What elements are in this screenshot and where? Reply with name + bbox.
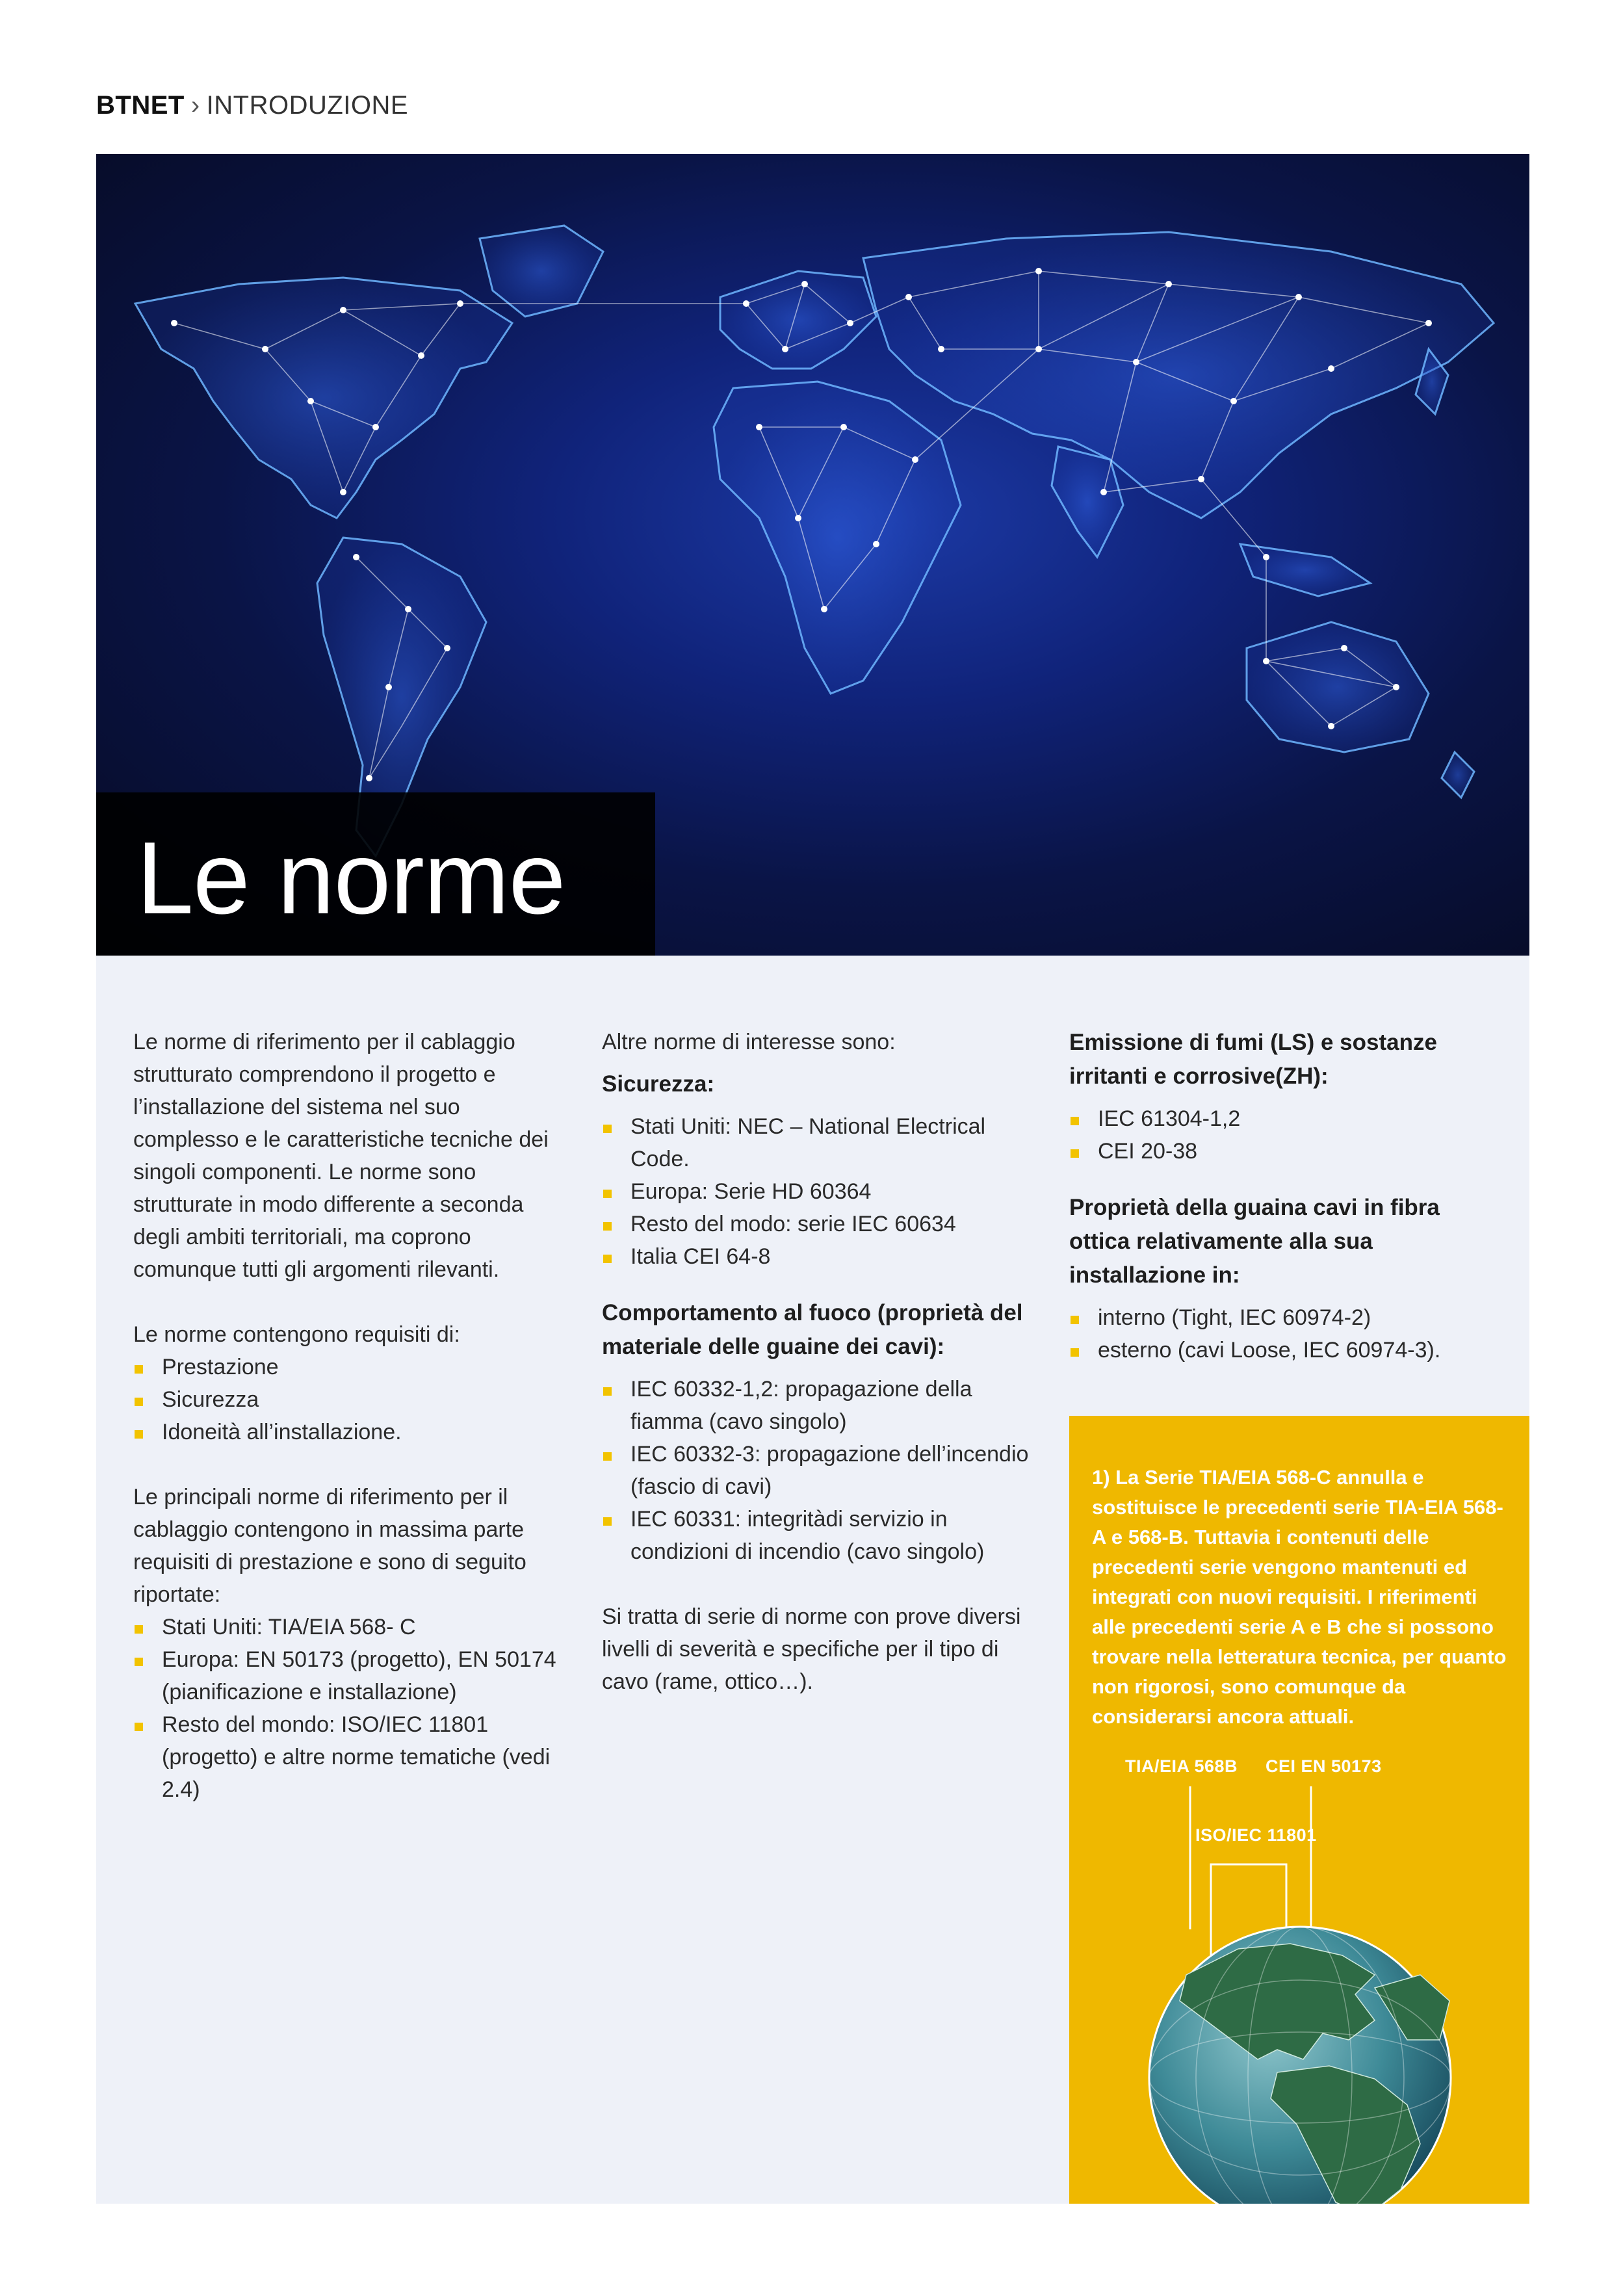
other-standards-lead: Altre norme di interesse sono: xyxy=(602,1030,896,1054)
list-item: Idoneità all’installazione. xyxy=(133,1416,562,1448)
list-item: Sicurezza xyxy=(133,1383,562,1416)
breadcrumb-brand[interactable]: BTNET xyxy=(96,91,185,120)
footnote-box xyxy=(1069,1416,1529,2204)
label-cei-en: CEI EN 50173 xyxy=(1266,1756,1382,1776)
intro-paragraph: Le norme di riferimento per il cablaggio strutturato comprendono il progetto e l’installazione del sistema nel suo complesso e le caratteristiche tecniche dei singoli componenti. Le norme sono strutturate in modo differente a seconda degli ambiti territoriali, ma coprono comunque tutti gli argomenti rilevanti. xyxy=(133,1030,549,1282)
list-item: Stati Uniti: TIA/EIA 568- C xyxy=(133,1611,562,1643)
principal-lead: Le principali norme di riferimento per il cablaggio contengono in massima parte requisiti di prestazione e sono di seguito riportate: xyxy=(133,1485,526,1607)
footnote-text: 1) La Serie TIA/EIA 568-C annulla e sostituisce le precedenti serie TIA-EIA 568-A e 568-B. Tuttavia i contenuti delle precedenti serie vengono mantenuti ed integrati con nuovi requisiti. I riferimenti alle precedenti serie A e B che si possono trovare nella letteratura tecnica, per quanto non rigorosi, sono comunque da considerarsi ancora attuali. xyxy=(1092,1466,1507,1728)
principal-standards-list xyxy=(133,1611,562,1806)
list-item: interno (Tight, IEC 60974-2) xyxy=(1069,1301,1498,1334)
fire-behaviour-heading: Comportamento al fuoco (proprietà del materiale delle guaine dei cavi): xyxy=(602,1300,1023,1359)
list-item: Italia CEI 64-8 xyxy=(602,1240,1031,1273)
breadcrumb xyxy=(96,91,408,120)
list-item: IEC 60331: integritàdi servizio in condizioni di incendio (cavo singolo) xyxy=(602,1503,1031,1568)
emission-list xyxy=(1069,1102,1498,1168)
label-tia-eia: TIA/EIA 568B xyxy=(1125,1756,1238,1776)
requirements-lead: Le norme contengono requisiti di: xyxy=(133,1322,460,1347)
breadcrumb-separator: › xyxy=(190,91,200,120)
list-item: CEI 20-38 xyxy=(1069,1135,1498,1168)
sheath-heading: Proprietà della guaina cavi in fibra ottica relativamente alla sua installazione in: xyxy=(1069,1195,1440,1288)
requirements-list xyxy=(133,1351,562,1448)
title-overlay xyxy=(96,792,655,956)
emission-heading: Emissione di fumi (LS) e sostanze irritanti e corrosive(ZH): xyxy=(1069,1030,1437,1089)
safety-list xyxy=(602,1110,1031,1273)
sheath-list xyxy=(1069,1301,1498,1366)
list-item: Resto del modo: serie IEC 60634 xyxy=(602,1208,1031,1240)
list-item: Europa: EN 50173 (progetto), EN 50174 (pianificazione e installazione) xyxy=(133,1643,562,1708)
list-item: Prestazione xyxy=(133,1351,562,1383)
breadcrumb-section[interactable]: INTRODUZIONE xyxy=(206,91,409,120)
label-iso-iec: ISO/IEC 11801 xyxy=(1195,1825,1317,1845)
column-2 xyxy=(602,1026,1031,1698)
continents xyxy=(135,226,1494,856)
fire-behaviour-list xyxy=(602,1373,1031,1568)
list-item: esterno (cavi Loose, IEC 60974-3). xyxy=(1069,1334,1498,1366)
list-item: IEC 60332-3: propagazione dell’incendio (fascio di cavi) xyxy=(602,1438,1031,1503)
page-title: Le norme xyxy=(136,821,565,935)
safety-heading: Sicurezza: xyxy=(602,1071,715,1097)
closing-paragraph: Si tratta di serie di norme con prove diversi livelli di severità e specifiche per il tipo di cavo (rame, ottico…). xyxy=(602,1604,1021,1694)
list-item: Europa: Serie HD 60364 xyxy=(602,1175,1031,1208)
list-item: Resto del mondo: ISO/IEC 11801 (progetto) e altre norme tematiche (vedi 2.4) xyxy=(133,1708,562,1806)
column-3 xyxy=(1069,1026,1498,1366)
column-1 xyxy=(133,1026,562,1806)
list-item: IEC 60332-1,2: propagazione della fiamma (cavo singolo) xyxy=(602,1373,1031,1438)
list-item: IEC 61304-1,2 xyxy=(1069,1102,1498,1135)
list-item: Stati Uniti: NEC – National Electrical Code. xyxy=(602,1110,1031,1175)
